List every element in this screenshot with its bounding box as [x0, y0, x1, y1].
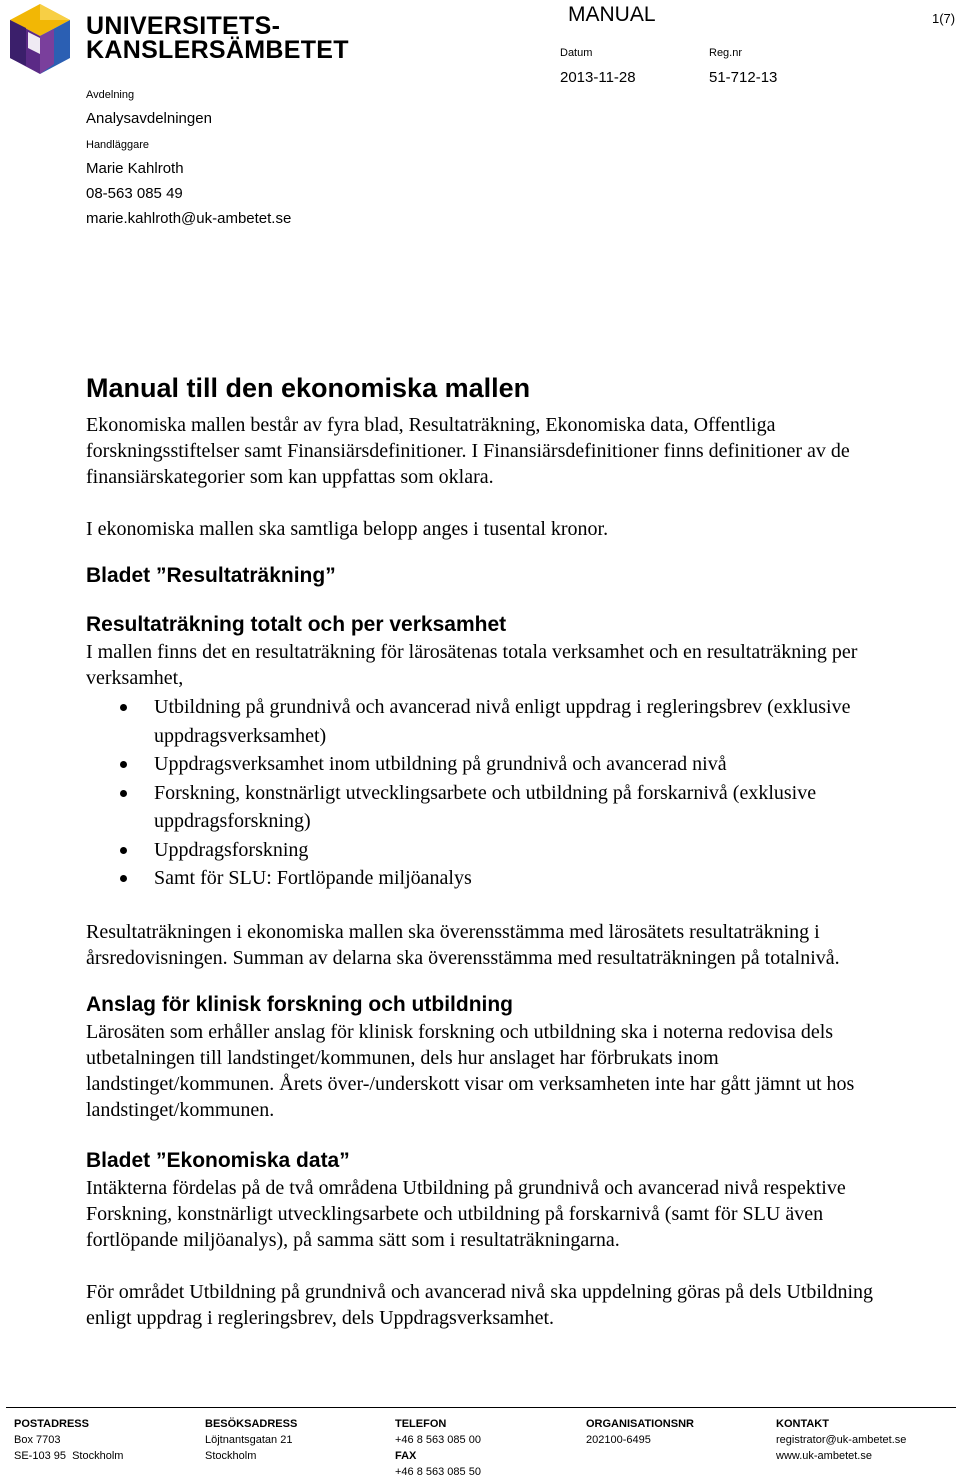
postadress-line-2: SE-103 95 Stockholm — [14, 1450, 124, 1462]
bullet-icon — [120, 875, 127, 882]
footer-besoksadress — [205, 1416, 297, 1464]
datum-label: Datum — [560, 47, 593, 59]
list-item-text: Samt för SLU: Fortlöpande miljöanalys — [154, 867, 472, 889]
subheading-resultatrakning-totalt: Resultaträkning totalt och per verksamhet — [86, 613, 507, 636]
subsection-paragraph: I mallen finns det en resultaträkning för lärosätenas totala verksamhet och en resultaträkning per verksamhet, — [86, 641, 858, 689]
verksamhet-list — [86, 693, 886, 893]
besoksadress-line-1: Löjtnantsgatan 21 — [205, 1434, 293, 1446]
regnr-label: Reg.nr — [709, 47, 743, 59]
page-title: Manual till den ekonomiska mallen — [86, 373, 531, 403]
handlaggare-email[interactable]: marie.kahlroth@uk-ambetet.se — [86, 210, 292, 227]
sheet-heading-ekonomiska-data: Bladet ”Ekonomiska data” — [86, 1148, 350, 1172]
regnr-value: 51-712-13 — [709, 69, 778, 86]
logo-icon — [6, 2, 74, 76]
orgnr-label: ORGANISATIONSNR — [586, 1418, 694, 1430]
footer-kontakt — [776, 1416, 906, 1464]
list-item — [86, 836, 886, 865]
logo-line-1: UNIVERSITETS- — [86, 12, 281, 40]
intro-paragraph: Ekonomiska mallen består av fyra blad, Resultaträkning, Ekonomiska data, Offentliga forskningsstiftelser samt Finansiärsdefinitioner. I Finansiärsdefinitioner finns definitioner av de finansiärskategorier som kan uppfattas som oklara. — [86, 414, 850, 488]
list-item — [86, 779, 886, 836]
bullet-icon — [120, 847, 127, 854]
telefon-label: TELEFON — [395, 1418, 447, 1430]
footer-divider — [6, 1407, 956, 1408]
resultatrakning-paragraph: Resultaträkningen i ekonomiska mallen ska överensstämma med lärosätets resultaträkning i årsredovisningen. Summan av delarna ska överensstämma med resultaträkningen på totalnivå. — [86, 920, 840, 969]
footer-postadress — [14, 1416, 123, 1464]
handlaggare-name: Marie Kahlroth — [86, 160, 184, 177]
datum-value: 2013-11-28 — [560, 69, 636, 86]
kontakt-label: KONTAKT — [776, 1418, 829, 1430]
list-item-text: Uppdragsforskning — [154, 838, 309, 861]
list-item-text: Utbildning på grundnivå och avancerad nivå enligt uppdrag i regleringsbrev (exklusive uppdragsverksamhet) — [154, 696, 851, 747]
avdelning-value: Analysavdelningen — [86, 110, 212, 127]
list-item-text: Forskning, konstnärligt utvecklingsarbete och utbildning på forskarnivå (exklusive uppdragsforskning) — [154, 781, 817, 832]
kontakt-web[interactable]: www.uk-ambetet.se — [776, 1450, 872, 1462]
orgnr-value: 202100-6495 — [586, 1434, 651, 1446]
list-item — [86, 693, 886, 750]
postadress-label: POSTADRESS — [14, 1418, 89, 1430]
logo-wordmark — [86, 14, 349, 62]
besoksadress-label: BESÖKSADRESS — [205, 1418, 298, 1430]
intro-paragraph-2: I ekonomiska mallen ska samtliga belopp anges i tusental kronor. — [86, 518, 609, 540]
footer-telefon — [395, 1416, 481, 1480]
subheading-klinisk-forskning: Anslag för klinisk forskning och utbildning — [86, 992, 514, 1016]
list-item — [86, 864, 886, 893]
telefon-value: +46 8 563 085 00 — [395, 1434, 481, 1446]
document-body — [86, 370, 886, 1331]
postadress-line-1: Box 7703 — [14, 1434, 61, 1446]
avdelning-label: Avdelning — [86, 89, 135, 101]
list-item-text: Uppdragsverksamhet inom utbildning på grundnivå och avancerad nivå — [154, 753, 727, 775]
bullet-icon — [120, 761, 127, 768]
page-number: 1(7) — [932, 11, 956, 26]
handlaggare-phone: 08-563 085 49 — [86, 185, 183, 202]
fax-value: +46 8 563 085 50 — [395, 1466, 481, 1478]
handlaggare-label: Handläggare — [86, 139, 149, 151]
logo-line-2: KANSLERSÄMBETET — [86, 36, 349, 64]
klinisk-paragraph: Lärosäten som erhåller anslag för klinisk forskning och utbildning ska i noterna redovisa dels utbetalningen till landstinget/kommunen, dels hur anslaget har förbrukats inom landstinget/kommunen. Årets över-/underskott visar om verksamheten inte har gått jämnt ut hos landstinget/kommunen. — [86, 1020, 855, 1121]
sheet-heading-resultatrakning: Bladet ”Resultaträkning” — [86, 564, 336, 587]
kontakt-email[interactable]: registrator@uk-ambetet.se — [776, 1434, 907, 1446]
bullet-icon — [120, 790, 127, 797]
document-type: MANUAL — [568, 3, 656, 26]
list-item — [86, 750, 886, 779]
ekonomiska-data-paragraph-2: För området Utbildning på grundnivå och avancerad nivå ska uppdelning göras på dels Utbildning enligt uppdrag i regleringsbrev, dels Uppdragsverksamhet. — [86, 1280, 874, 1329]
footer-orgnr — [586, 1416, 694, 1448]
ekonomiska-data-paragraph: Intäkterna fördelas på de två områdena Utbildning på grundnivå och avancerad nivå respektive Forskning, konstnärligt utvecklingsarbete och utbildning på forskarnivå (samt för SLU även fortlöpande miljöanalys), på samma sätt som i resultaträkningarna. — [86, 1176, 846, 1251]
bullet-icon — [120, 704, 127, 711]
besoksadress-line-2: Stockholm — [205, 1450, 257, 1462]
fax-label: FAX — [395, 1450, 417, 1462]
